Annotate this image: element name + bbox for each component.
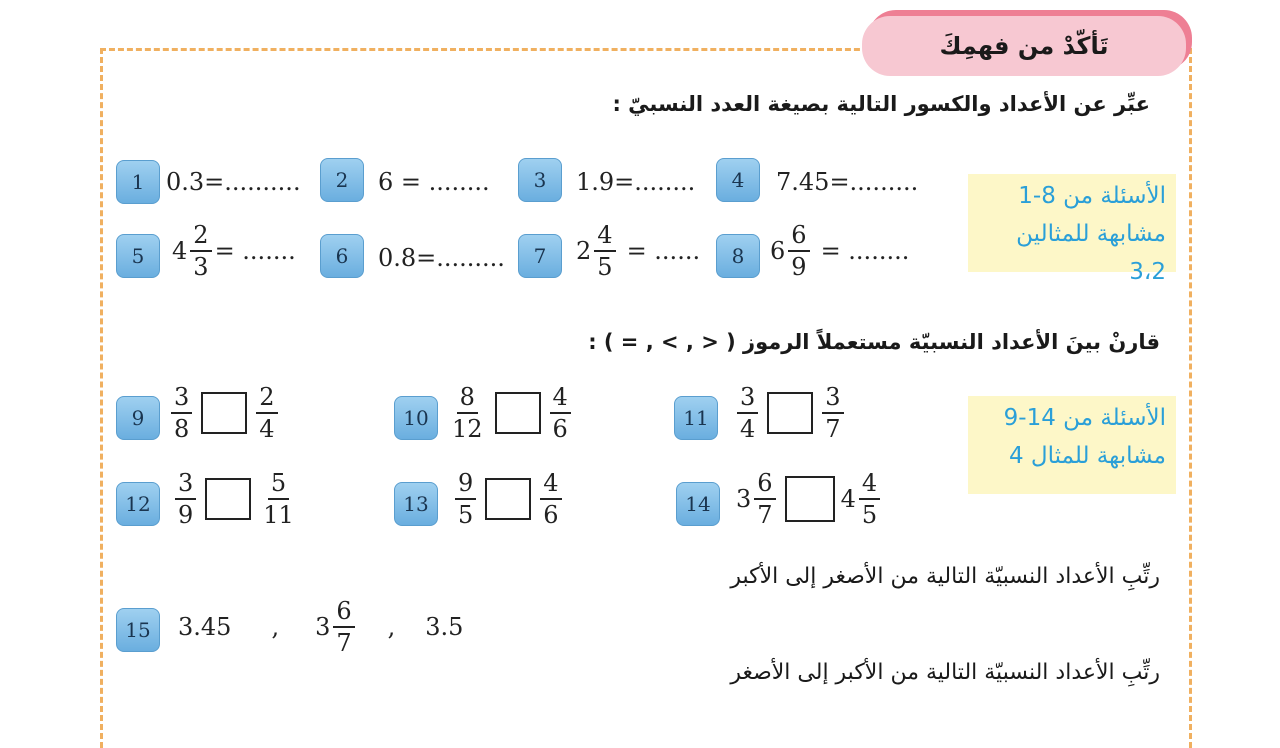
q15-value-1: 3.45: [178, 613, 232, 642]
question-badge-12: 12: [116, 482, 160, 526]
q12-fraction-b: [260, 470, 297, 529]
q7-fraction: [594, 222, 615, 281]
q5-answer-blank: = .......: [214, 237, 296, 266]
q13-b-numerator: 4: [540, 470, 561, 500]
instruction-order-ascending: رتِّبِ الأعداد النسبيّة التالية من الأصغر إلى الأكبر: [730, 564, 1160, 589]
q10-fraction-b: [550, 384, 571, 443]
q15-separator-2: ,: [387, 613, 396, 642]
q9-fraction-a: [171, 384, 192, 443]
q13-fraction-b: [540, 470, 561, 529]
q10-fraction-a: [449, 384, 486, 443]
q8-fraction: [788, 222, 809, 281]
question-badge-9: 9: [116, 396, 160, 440]
q14-b-denominator: 5: [861, 501, 878, 530]
q14-a-numerator: 6: [754, 470, 775, 500]
q12-a-numerator: 3: [175, 470, 196, 500]
question-11-expression: [734, 384, 847, 443]
q14-b-numerator: 4: [859, 470, 880, 500]
q15-separator-1: ,: [271, 613, 280, 642]
q7-answer-blank: = ......: [626, 237, 701, 266]
question-1-expression: 0.3=..........: [166, 168, 301, 196]
q9-b-denominator: 4: [259, 415, 275, 444]
q12-b-numerator: 5: [268, 470, 289, 500]
question-badge-4: 4: [716, 158, 760, 202]
q5-denominator: 3: [193, 253, 209, 282]
q11-a-denominator: 4: [740, 415, 756, 444]
section-header-tab: [862, 16, 1186, 76]
q12-a-denominator: 9: [178, 501, 194, 530]
q13-fraction-a: [455, 470, 476, 529]
q15-whole: 3: [315, 613, 331, 642]
q11-fraction-a: [737, 384, 758, 443]
q15-value-3: 3.5: [425, 613, 464, 642]
q11-fraction-b: [822, 384, 843, 443]
instruction-express-rational: عبِّر عن الأعداد والكسور التالية بصيغة العدد النسبيّ :: [612, 92, 1150, 116]
question-12-expression: [172, 470, 300, 529]
q10-a-numerator: 8: [457, 384, 478, 414]
q5-fraction: [190, 222, 211, 281]
q5-whole: 4: [172, 237, 188, 266]
question-badge-13: 13: [394, 482, 438, 526]
q15-numerator: 6: [333, 598, 354, 628]
question-badge-7: 7: [518, 234, 562, 278]
q10-compare-box[interactable]: [495, 392, 541, 434]
q9-a-numerator: 3: [171, 384, 192, 414]
reference-note-9-14-line1: الأسئلة من 14-9: [1003, 405, 1166, 431]
question-6-expression: 0.8=.........: [378, 244, 505, 272]
q15-denominator: 7: [336, 629, 352, 658]
q10-a-denominator: 12: [452, 415, 483, 444]
question-badge-8: 8: [716, 234, 760, 278]
section-header-title: تَأكّدْ من فهمِكَ: [939, 32, 1109, 60]
q12-b-denominator: 11: [263, 501, 294, 530]
q14-a-denominator: 7: [757, 501, 773, 530]
q9-b-numerator: 2: [256, 384, 277, 414]
question-13-expression: [452, 470, 565, 529]
q13-a-numerator: 9: [455, 470, 476, 500]
q11-a-numerator: 3: [737, 384, 758, 414]
question-8-expression: [770, 222, 909, 281]
instruction-compare-rational: قارنْ بينَ الأعداد النسبيّة مستعملاً الرموز ( < , > , = ) :: [588, 330, 1160, 354]
instruction-order-descending: رتِّبِ الأعداد النسبيّة التالية من الأكبر إلى الأصغر: [730, 660, 1160, 685]
q7-numerator: 4: [594, 222, 615, 252]
q14-compare-box[interactable]: [785, 476, 835, 522]
question-badge-14: 14: [676, 482, 720, 526]
reference-note-9-14: [968, 396, 1176, 494]
q8-numerator: 6: [788, 222, 809, 252]
question-9-expression: [168, 384, 281, 443]
question-4-expression: 7.45=.........: [776, 168, 919, 196]
q11-compare-box[interactable]: [767, 392, 813, 434]
q14-b-whole: 4: [840, 485, 856, 514]
question-badge-6: 6: [320, 234, 364, 278]
question-badge-11: 11: [674, 396, 718, 440]
question-badge-5: 5: [116, 234, 160, 278]
q12-fraction-a: [175, 470, 196, 529]
question-badge-15: 15: [116, 608, 160, 652]
question-badge-2: 2: [320, 158, 364, 202]
q8-denominator: 9: [791, 253, 807, 282]
question-7-expression: [576, 222, 700, 281]
q13-a-denominator: 5: [458, 501, 474, 530]
q10-b-denominator: 6: [552, 415, 568, 444]
q9-compare-box[interactable]: [201, 392, 247, 434]
q9-fraction-b: [256, 384, 277, 443]
question-14-expression: [736, 470, 883, 529]
q14-fraction-b: [859, 470, 880, 529]
question-badge-3: 3: [518, 158, 562, 202]
q13-b-denominator: 6: [543, 501, 559, 530]
reference-note-9-14-line2: مشابهة للمثال 4: [1008, 442, 1166, 469]
question-badge-1: 1: [116, 160, 160, 204]
q9-a-denominator: 8: [174, 415, 190, 444]
question-2-expression: 6 = ........: [378, 168, 490, 196]
q11-b-denominator: 7: [825, 415, 841, 444]
q13-compare-box[interactable]: [485, 478, 531, 520]
q8-answer-blank: = ........: [820, 237, 910, 266]
reference-note-1-8: [968, 174, 1176, 285]
question-15-expression: [178, 598, 463, 657]
q5-numerator: 2: [190, 222, 211, 252]
question-5-expression: [172, 222, 296, 281]
q14-a-whole: 3: [736, 485, 752, 514]
q7-whole: 2: [576, 237, 592, 266]
reference-note-1-8-line2: مشابهة للمثالين 3،2: [1016, 220, 1166, 285]
q11-b-numerator: 3: [822, 384, 843, 414]
q15-fraction: [333, 598, 354, 657]
q8-whole: 6: [770, 237, 786, 266]
q7-denominator: 5: [597, 253, 613, 282]
question-badge-10: 10: [394, 396, 438, 440]
question-10-expression: [446, 384, 574, 443]
reference-note-1-8-line1: الأسئلة من 8-1: [1018, 183, 1166, 209]
q14-fraction-a: [754, 470, 775, 529]
q10-b-numerator: 4: [550, 384, 571, 414]
question-3-expression: 1.9=........: [576, 168, 696, 196]
q12-compare-box[interactable]: [205, 478, 251, 520]
